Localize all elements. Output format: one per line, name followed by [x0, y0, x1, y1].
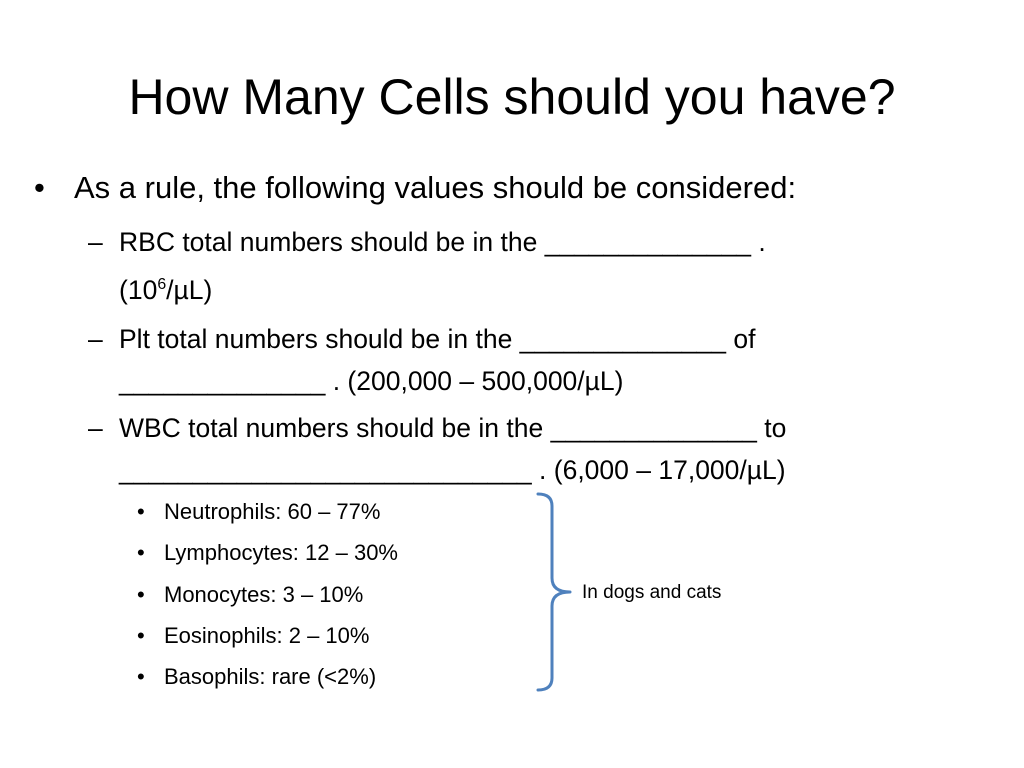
list-item-text: Monocytes: 3 – 10%: [164, 582, 364, 607]
wbc-line-2: ____________________________ . (6,000 – 17,000/µL): [119, 455, 786, 485]
list-item-text: Lymphocytes: 12 – 30%: [164, 540, 398, 565]
bullet-marker: •: [137, 623, 145, 648]
bullet-marker: •: [137, 499, 145, 524]
rbc-unit-suffix: /µL): [166, 275, 213, 305]
wbc-line-1: WBC total numbers should be in the ______________ to: [119, 413, 787, 443]
right-brace-icon: [530, 490, 580, 694]
list-item-text: Basophils: rare (<2%): [164, 664, 377, 689]
rbc-line-1: RBC total numbers should be in the ______________ .: [119, 227, 766, 257]
bullet-marker: •: [137, 582, 145, 607]
slide-title: How Many Cells should you have?: [128, 69, 896, 125]
list-item-text: Neutrophils: 60 – 77%: [164, 499, 381, 524]
rbc-line-2: [119, 268, 212, 312]
bullet-marker: •: [137, 664, 145, 689]
plt-line-1: Plt total numbers should be in the ______________ of: [119, 324, 756, 354]
bullet-marker: •: [34, 170, 45, 205]
dash-marker: –: [88, 413, 103, 443]
main-bullet-text: As a rule, the following values should be considered:: [74, 170, 797, 205]
list-item-text: Eosinophils: 2 – 10%: [164, 623, 370, 648]
bullet-marker: •: [137, 540, 145, 565]
plt-line-2: ______________ . (200,000 – 500,000/µL): [119, 366, 624, 396]
bracket-note: In dogs and cats: [582, 582, 722, 603]
rbc-unit-exponent: 6: [157, 276, 167, 294]
rbc-unit-base: (10: [119, 275, 158, 305]
dash-marker: –: [88, 324, 103, 354]
dash-marker: –: [88, 227, 103, 257]
